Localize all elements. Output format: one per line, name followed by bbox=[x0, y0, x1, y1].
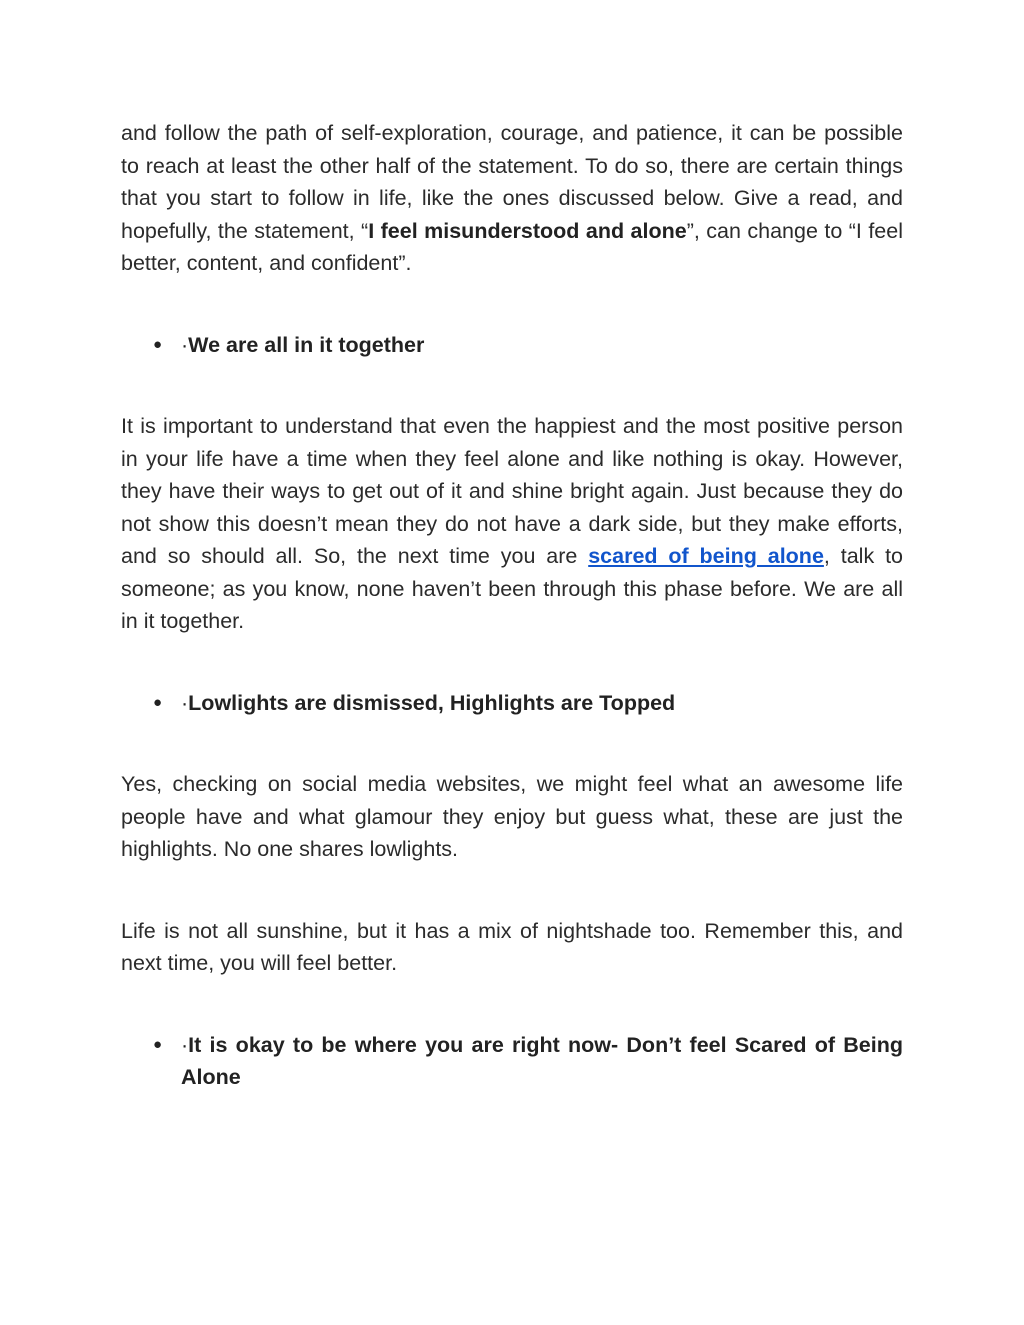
bullet-prefix: · bbox=[181, 332, 189, 357]
document-page bbox=[121, 117, 903, 1094]
bullet-prefix: · bbox=[181, 1032, 189, 1057]
section-heading-3 bbox=[121, 1029, 903, 1094]
paragraph-together bbox=[121, 410, 903, 638]
section-heading-3-text: It is okay to be where you are right now- Don’t feel Scared of Being Alone bbox=[181, 1032, 903, 1089]
section-heading-1 bbox=[121, 329, 903, 362]
bullet-prefix: · bbox=[181, 690, 189, 715]
section-heading-2 bbox=[121, 687, 903, 720]
bullet-icon: ● bbox=[153, 693, 163, 711]
paragraph-sunshine: Life is not all sunshine, but it has a mix of nightshade too. Remember this, and next time, you will feel better. bbox=[121, 918, 903, 975]
intro-bold-quote: I feel misunderstood and alone bbox=[368, 218, 687, 243]
para1-text-after: , talk to someone; as you know, none haven’t been through this phase before. We are all in it together. bbox=[121, 544, 903, 633]
section-heading-1-text: We are all in it together bbox=[188, 332, 425, 357]
section-heading-2-text: Lowlights are dismissed, Highlights are Topped bbox=[188, 690, 676, 715]
scared-of-being-alone-link[interactable]: scared of being alone bbox=[588, 544, 824, 568]
para1-text-before: It is important to understand that even the happiest and the most positive person in your life have a time when they feel alone and like nothing is okay. However, they have their ways to get out of it and shine bright again. Just because they do not show this doesn’t mean they do not have a dark side, but they make efforts, and so should all. So, the next time you are bbox=[121, 414, 903, 568]
intro-paragraph bbox=[121, 117, 903, 280]
intro-text-after: ”, can change to “I feel better, content, and confident”. bbox=[121, 218, 903, 275]
bullet-icon: ● bbox=[153, 1035, 163, 1053]
intro-text-before: and follow the path of self-exploration, courage, and patience, it can be possible to reach at least the other half of the statement. To do so, there are certain things that you start to follow in life, like the ones discussed below. Give a read, and hopefully, the statement, “ bbox=[121, 121, 903, 243]
paragraph-highlights: Yes, checking on social media websites, we might feel what an awesome life people have and what glamour they enjoy but guess what, these are just the highlights. No one shares lowlights. bbox=[121, 772, 903, 861]
bullet-icon: ● bbox=[153, 335, 163, 353]
